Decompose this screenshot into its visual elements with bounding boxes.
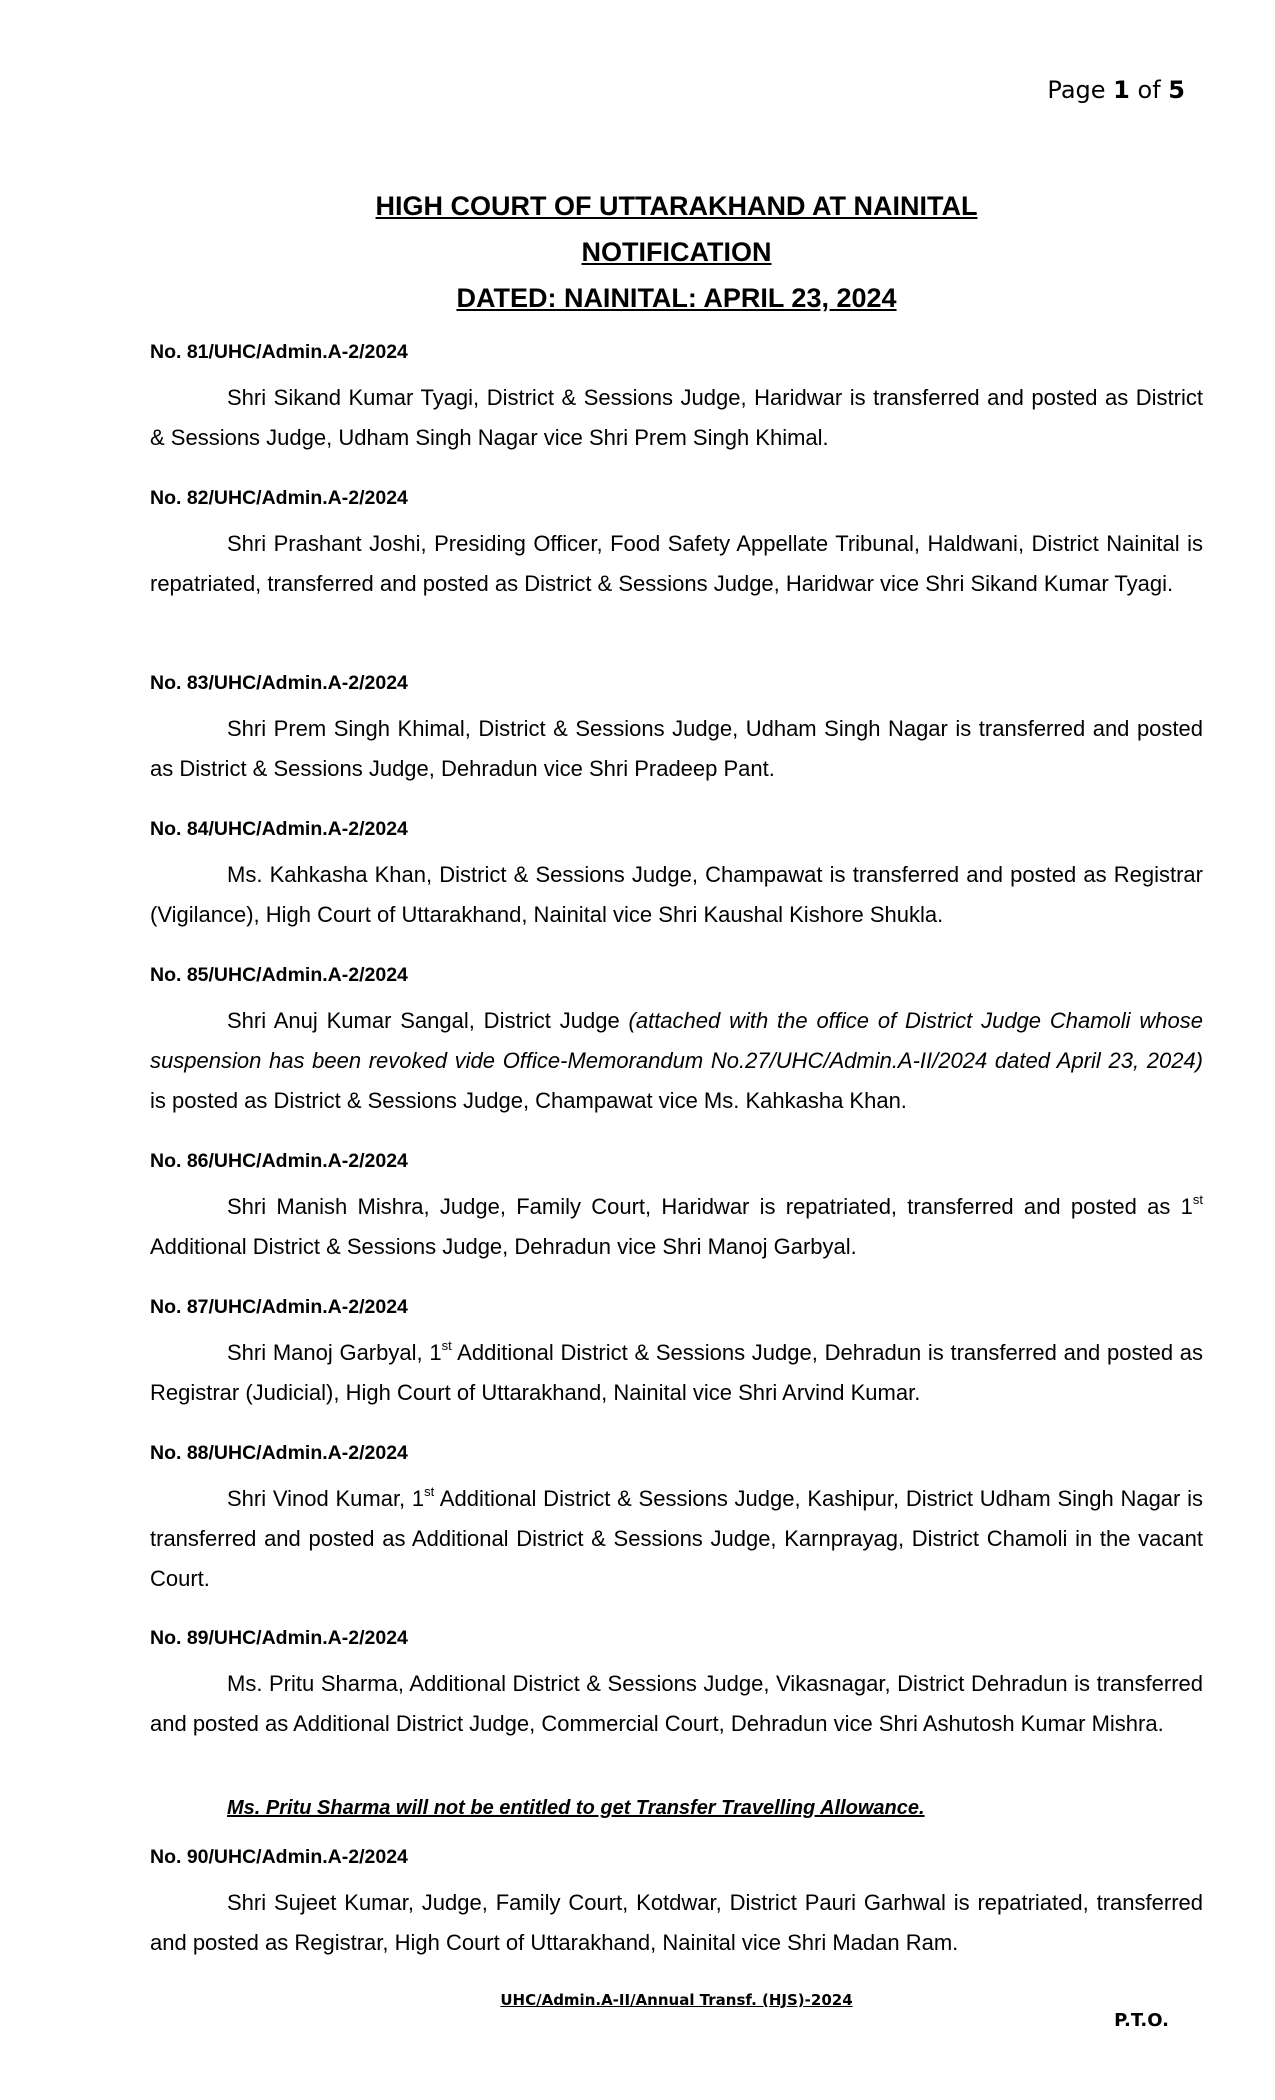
order-number: No. 83/UHC/Admin.A-2/2024 [150, 672, 408, 694]
ordinal-suffix: st [1192, 1192, 1203, 1207]
notification-heading: NOTIFICATION [581, 237, 772, 267]
order-text: Shri Sikand Kumar Tyagi, District & Sessions Judge, Haridwar is transferred and posted as District & Sessions Judge, Udham Singh Nagar vice Shri Prem Singh Khimal. [150, 385, 1203, 450]
pto-label: P.T.O. [1114, 2010, 1169, 2031]
order-text [150, 1333, 1203, 1413]
order-text-part: Shri Anuj Kumar Sangal, District Judge [227, 1008, 629, 1033]
order-number: No. 85/UHC/Admin.A-2/2024 [150, 964, 408, 986]
order-number: No. 81/UHC/Admin.A-2/2024 [150, 341, 408, 363]
page-number-prefix: Page [1047, 76, 1106, 104]
footer-reference: UHC/Admin.A-II/Annual Transf. (HJS)-2024 [500, 1991, 853, 2009]
order-text-part: Additional District & Sessions Judge, Dehradun is transferred and posted as Registrar (Judicial), High Court of Uttarakhand, Nainital vice Shri Arvind Kumar. [150, 1340, 1204, 1405]
ordinal-suffix: st [424, 1484, 435, 1499]
order-number: No. 89/UHC/Admin.A-2/2024 [150, 1627, 408, 1649]
page-number-total: 5 [1168, 76, 1185, 104]
order-text-part: Shri Manish Mishra, Judge, Family Court, Haridwar is repatriated, transferred and posted as 1 [227, 1194, 1193, 1219]
order-text-part: Shri Vinod Kumar, 1 [227, 1486, 425, 1511]
order-number: No. 84/UHC/Admin.A-2/2024 [150, 818, 408, 840]
order-text-part: Additional District & Sessions Judge, Dehradun vice Shri Manoj Garbyal. [150, 1234, 857, 1259]
page-number-of: of [1137, 76, 1161, 104]
order-text: Ms. Pritu Sharma, Additional District & Sessions Judge, Vikasnagar, District Dehradun is transferred and posted as Additional District Judge, Commercial Court, Dehradun vice Shri Ashutosh Kumar Mishra. [150, 1671, 1203, 1736]
page-number-current: 1 [1113, 76, 1130, 104]
order-text-part: Shri Manoj Garbyal, 1 [227, 1340, 442, 1365]
court-heading: HIGH COURT OF UTTARAKHAND AT NAINITAL [375, 191, 978, 221]
order-number: No. 82/UHC/Admin.A-2/2024 [150, 487, 408, 509]
order-number: No. 87/UHC/Admin.A-2/2024 [150, 1296, 408, 1318]
order-text [150, 1479, 1203, 1599]
order-number: No. 90/UHC/Admin.A-2/2024 [150, 1846, 408, 1868]
order-number: No. 88/UHC/Admin.A-2/2024 [150, 1442, 408, 1464]
order-text-part: Additional District & Sessions Judge, Kashipur, District Udham Singh Nagar is transferred and posted as Additional District & Sessions Judge, Karnprayag, District Chamoli in the vacant Court. [150, 1486, 1203, 1591]
ordinal-suffix: st [441, 1338, 452, 1353]
order-text: Shri Sujeet Kumar, Judge, Family Court, Kotdwar, District Pauri Garhwal is repatriated, transferred and posted as Registrar, High Court of Uttarakhand, Nainital vice Shri Madan Ram. [150, 1890, 1203, 1955]
order-text [150, 1187, 1203, 1267]
order-text: Ms. Kahkasha Khan, District & Sessions Judge, Champawat is transferred and posted as Registrar (Vigilance), High Court of Uttarakhand, Nainital vice Shri Kaushal Kishore Shukla. [150, 862, 1203, 927]
page-number [1047, 76, 1185, 104]
order-number: No. 86/UHC/Admin.A-2/2024 [150, 1150, 408, 1172]
order-note: Ms. Pritu Sharma will not be entitled to get Transfer Travelling Allowance. [227, 1797, 925, 1819]
order-text: Shri Prem Singh Khimal, District & Sessions Judge, Udham Singh Nagar is transferred and posted as District & Sessions Judge, Dehradun vice Shri Pradeep Pant. [150, 716, 1203, 781]
order-text-italic: (attached with the office of District Judge Chamoli whose suspension has been revoked vide Office-Memorandum No.27/UHC/Admin.A-II/2024 dated April 23, 2024) [150, 1008, 1203, 1073]
order-text-part: is posted as District & Sessions Judge, Champawat vice Ms. Kahkasha Khan. [150, 1088, 907, 1113]
order-text [150, 1001, 1203, 1121]
dated-heading: DATED: NAINITAL: APRIL 23, 2024 [456, 283, 897, 313]
order-text: Shri Prashant Joshi, Presiding Officer, Food Safety Appellate Tribunal, Haldwani, District Nainital is repatriated, transferred and posted as District & Sessions Judge, Haridwar vice Shri Sikand Kumar Tyagi. [150, 531, 1203, 596]
